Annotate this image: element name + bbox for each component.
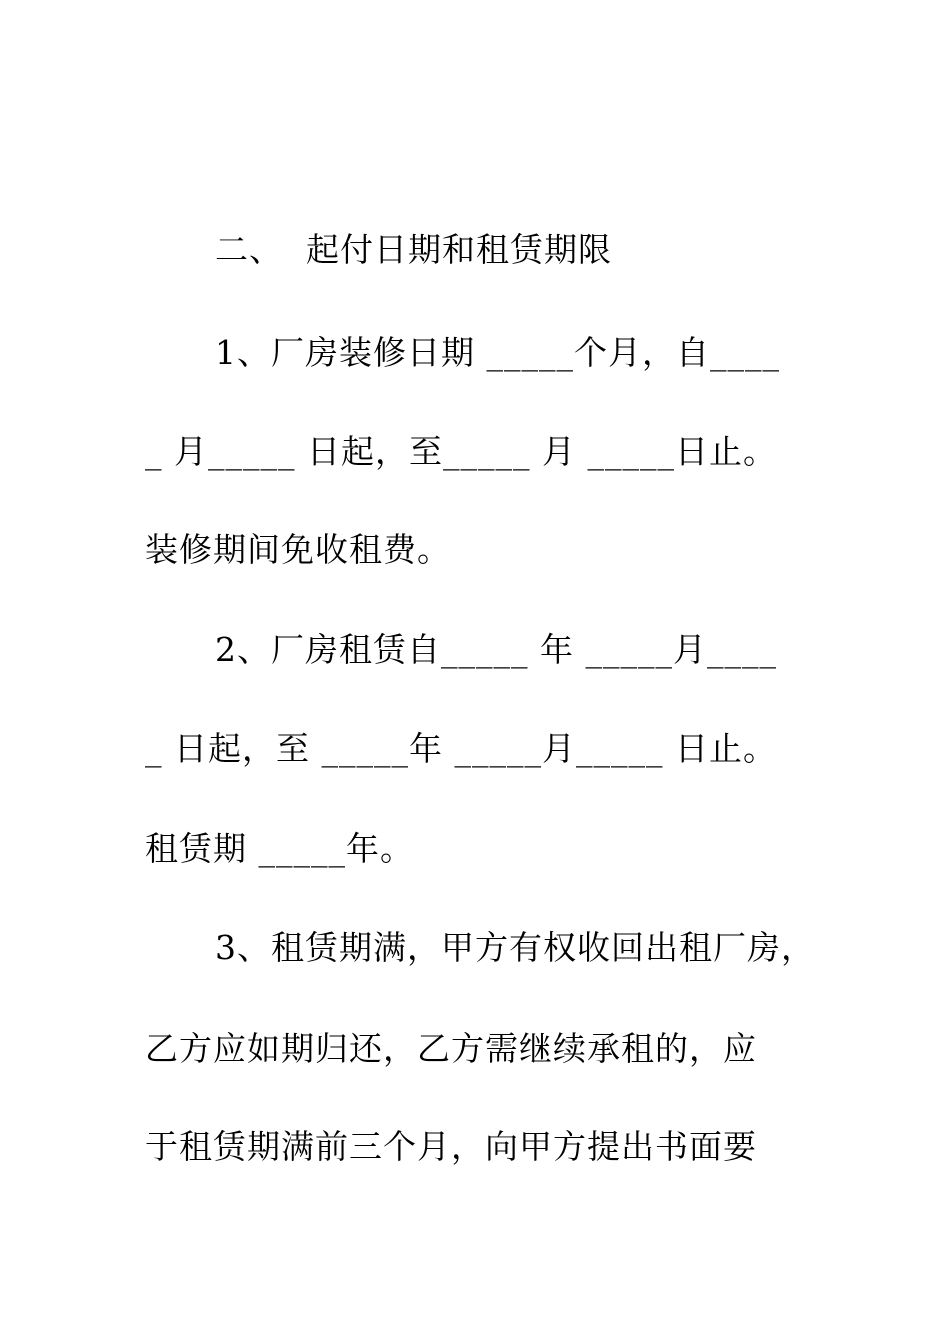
- paragraph-line: 3、租赁期满，甲方有权收回出租厂房，: [215, 928, 815, 967]
- paragraph-line: _ 月_____ 日起，至_____ 月 _____日止。: [145, 432, 777, 471]
- section-heading: 二、 起付日期和租赁期限: [215, 230, 612, 269]
- paragraph-line: 装修期间免收租费。: [145, 530, 451, 569]
- paragraph-line: 乙方应如期归还，乙方需继续承租的，应: [145, 1029, 757, 1068]
- paragraph-line: 租赁期 _____年。: [145, 829, 414, 868]
- paragraph-line: 2、厂房租赁自_____ 年 _____月____: [215, 630, 777, 669]
- paragraph-line: 于租赁期满前三个月，向甲方提出书面要: [145, 1127, 757, 1166]
- paragraph-line: 1、厂房装修日期 _____个月，自____: [215, 333, 780, 372]
- paragraph-line: _ 日起，至 _____年 _____月_____ 日止。: [145, 729, 777, 768]
